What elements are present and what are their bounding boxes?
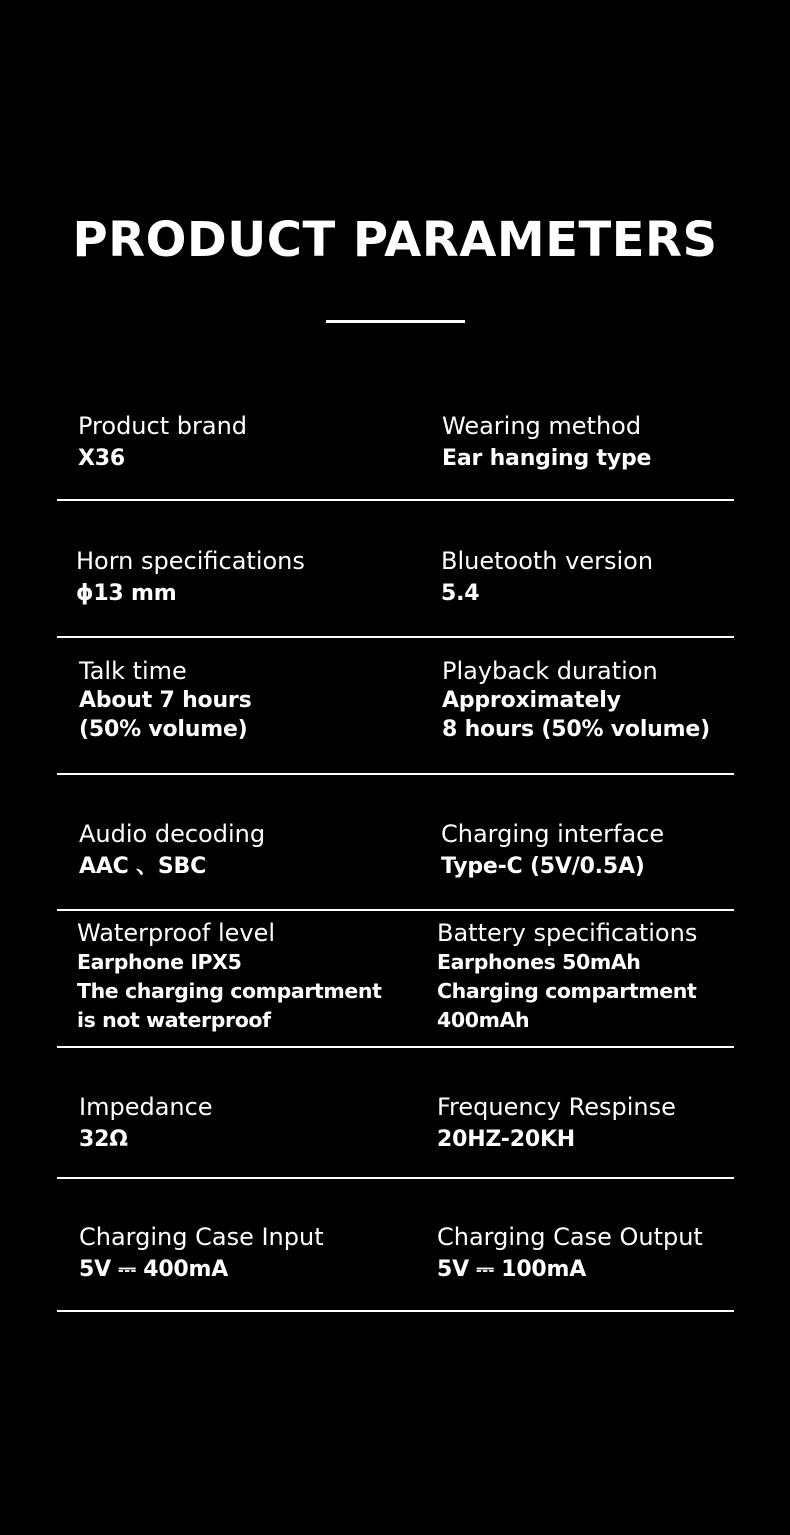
row-divider <box>57 1046 734 1048</box>
param-label: Battery specifications <box>437 919 698 947</box>
param-label: Horn specifications <box>76 547 305 575</box>
param-value: X36 <box>78 446 125 471</box>
param-value: 5V ⎓ 100mA <box>437 1257 587 1282</box>
param-value: 32Ω <box>79 1127 128 1152</box>
param-audio-decoding <box>79 819 389 881</box>
row-divider <box>57 499 734 501</box>
param-charging-case-input <box>79 1222 389 1284</box>
param-bluetooth-version <box>441 546 751 608</box>
param-value: AAC 、SBC <box>79 854 207 879</box>
param-label: Talk time <box>79 657 187 685</box>
param-label: Wearing method <box>442 412 642 440</box>
param-value: 20HZ-20KH <box>437 1127 575 1152</box>
param-label: Charging interface <box>441 820 665 848</box>
row-divider <box>57 773 734 775</box>
param-talk-time <box>79 656 389 744</box>
row-divider <box>57 909 734 911</box>
param-product-brand <box>78 411 388 473</box>
param-charging-interface <box>441 819 751 881</box>
param-label: Bluetooth version <box>441 547 654 575</box>
param-label: Frequency Respinse <box>437 1093 676 1121</box>
param-value: Earphones 50mAh Charging compartment 400mAh <box>437 950 697 1032</box>
param-label: Charging Case Output <box>437 1223 703 1251</box>
param-value: Earphone IPX5 The charging compartment is not waterproof <box>77 950 382 1032</box>
row-divider <box>57 1177 734 1179</box>
param-horn-specifications <box>76 546 386 608</box>
param-value: Ear hanging type <box>442 446 652 471</box>
param-label: Product brand <box>78 412 248 440</box>
param-value: Approximately 8 hours (50% volume) <box>442 688 710 742</box>
page-title: PRODUCT PARAMETERS <box>72 212 718 268</box>
row-divider <box>57 1310 734 1312</box>
param-battery-specifications <box>437 918 737 1035</box>
param-label: Waterproof level <box>77 919 276 947</box>
param-value: ϕ13 mm <box>76 581 177 606</box>
param-label: Audio decoding <box>79 820 266 848</box>
param-value: Type-C (5V/0.5A) <box>441 854 645 879</box>
param-value: 5V ⎓ 400mA <box>79 1257 229 1282</box>
param-label: Impedance <box>79 1093 213 1121</box>
title-underline <box>326 320 465 323</box>
param-wearing-method <box>442 411 752 473</box>
row-divider <box>57 636 734 638</box>
param-waterproof-level <box>77 918 417 1035</box>
param-charging-case-output <box>437 1222 747 1284</box>
param-value: About 7 hours (50% volume) <box>79 688 252 742</box>
param-label: Charging Case Input <box>79 1223 324 1251</box>
param-frequency-response <box>437 1092 747 1154</box>
param-impedance <box>79 1092 389 1154</box>
param-value: 5.4 <box>441 581 480 606</box>
param-label: Playback duration <box>442 657 658 685</box>
param-playback-duration <box>442 656 742 744</box>
